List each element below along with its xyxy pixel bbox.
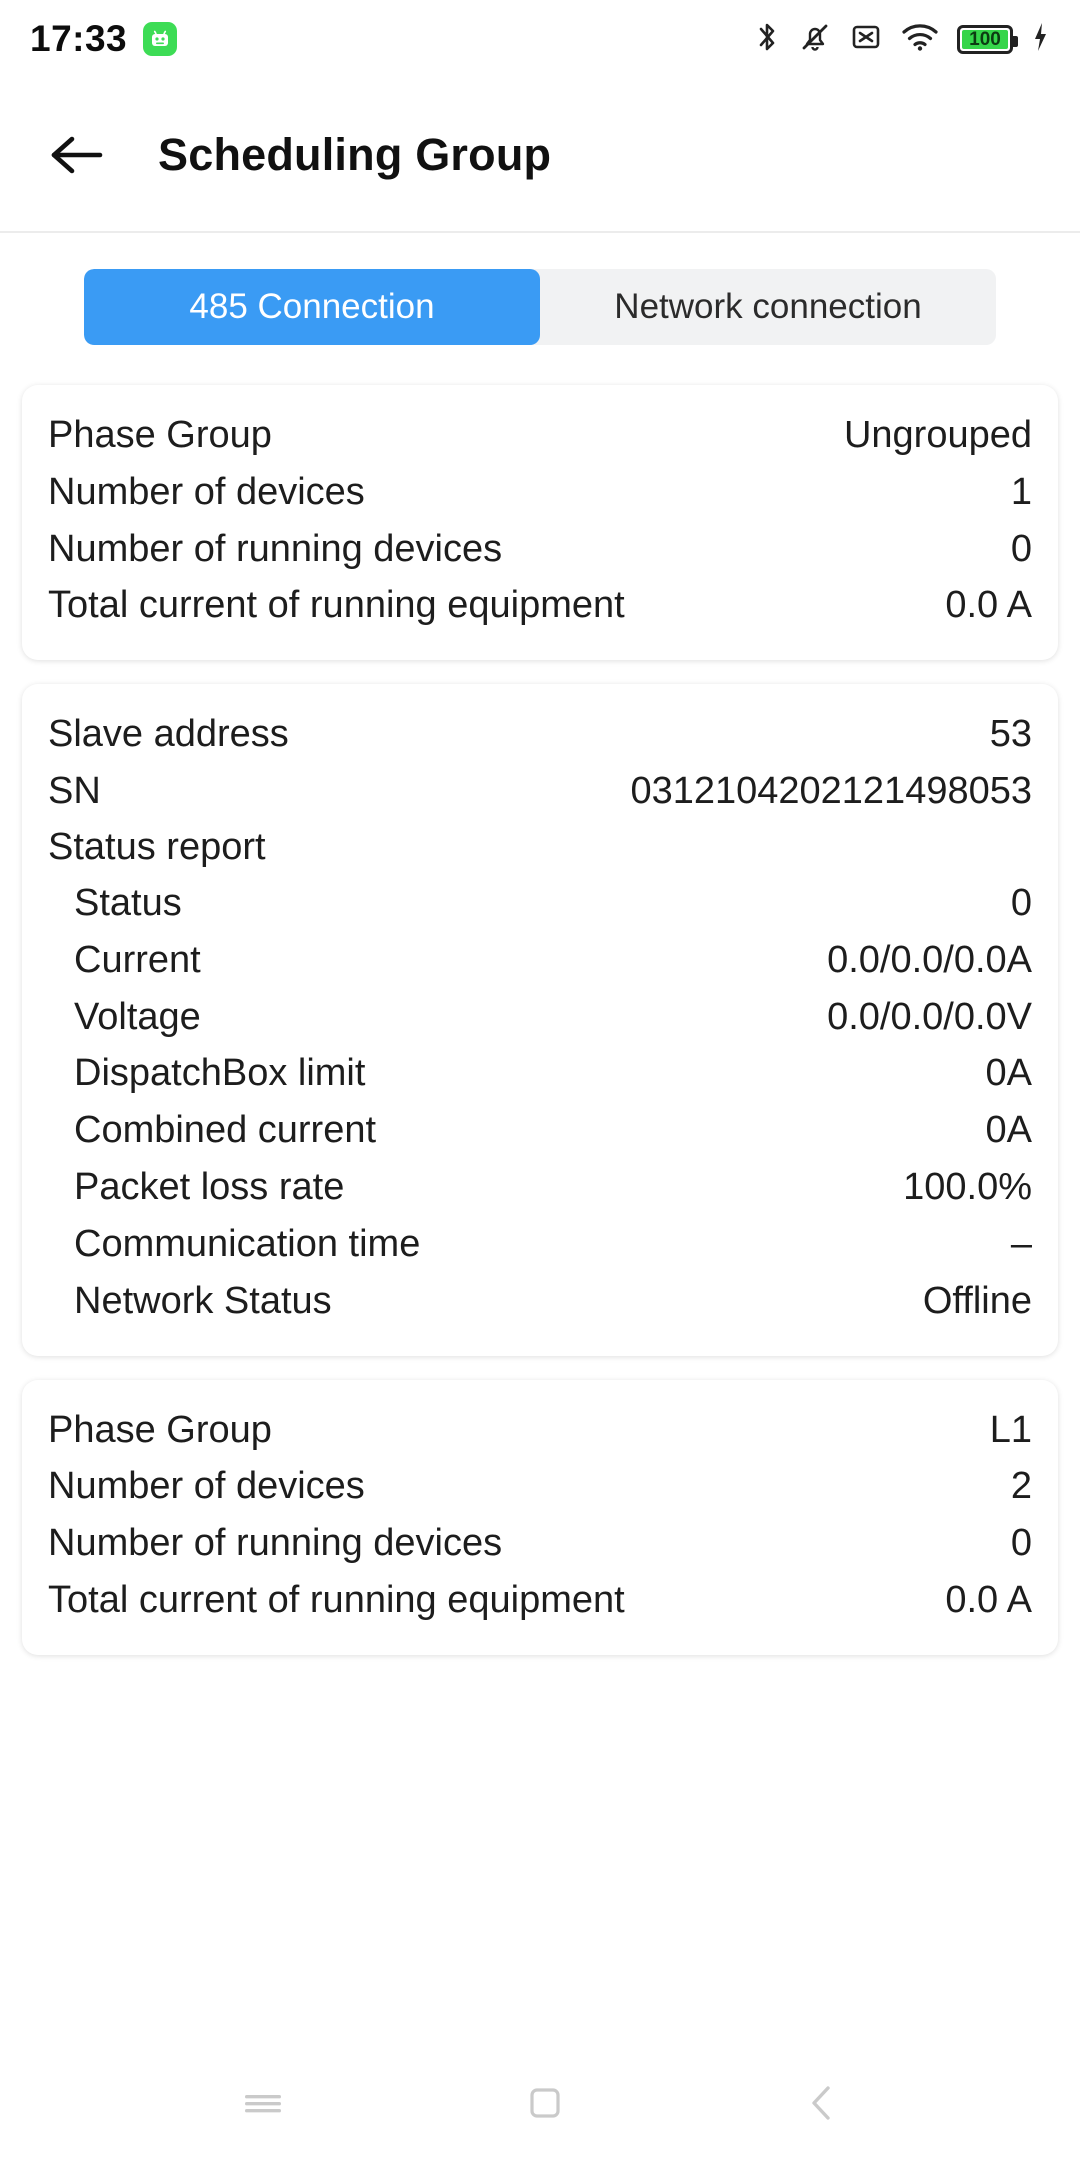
recents-icon[interactable] bbox=[240, 2086, 286, 2125]
row-value: 0.0 A bbox=[945, 1579, 1032, 1622]
row-value: L1 bbox=[989, 1408, 1032, 1451]
row-key: Number of running devices bbox=[48, 1522, 503, 1565]
notifications-muted-icon bbox=[798, 20, 832, 59]
row-key: Number of running devices bbox=[48, 527, 503, 570]
row-key: Phase Group bbox=[48, 1408, 272, 1451]
table-row bbox=[48, 763, 1032, 820]
status-icon-group bbox=[753, 20, 1050, 59]
back-nav-icon[interactable] bbox=[804, 2081, 840, 2130]
sms-blocked-icon bbox=[849, 21, 883, 58]
row-key: Number of devices bbox=[48, 1465, 365, 1508]
row-value: 0 bbox=[1010, 881, 1032, 924]
table-row bbox=[48, 464, 1032, 521]
row-key: Status bbox=[74, 881, 182, 924]
row-key: Total current of running equipment bbox=[48, 584, 625, 627]
table-row bbox=[48, 1045, 1032, 1102]
wifi-icon bbox=[900, 21, 940, 58]
table-row bbox=[48, 706, 1032, 763]
table-row bbox=[48, 989, 1032, 1046]
table-row bbox=[48, 1216, 1032, 1273]
table-row bbox=[48, 407, 1032, 464]
table-row bbox=[48, 932, 1032, 989]
row-key: Packet loss rate bbox=[74, 1166, 345, 1209]
table-row bbox=[48, 1572, 1032, 1629]
row-key: SN bbox=[48, 770, 101, 813]
row-value: 0A bbox=[985, 1109, 1032, 1152]
row-value: 100.0% bbox=[903, 1166, 1032, 1209]
row-value: Ungrouped bbox=[843, 414, 1032, 456]
row-key: Phase Group bbox=[48, 414, 272, 456]
row-value: 0.0 A bbox=[945, 584, 1032, 627]
row-key: Total current of running equipment bbox=[48, 1579, 625, 1622]
row-key: Slave address bbox=[48, 713, 289, 756]
row-key: DispatchBox limit bbox=[74, 1052, 366, 1095]
table-row bbox=[48, 1402, 1032, 1459]
row-value: 0A bbox=[985, 1052, 1032, 1095]
connection-type-tabs bbox=[84, 269, 996, 345]
row-value: 53 bbox=[989, 713, 1032, 756]
content-area bbox=[0, 233, 1080, 2050]
row-key: Voltage bbox=[74, 995, 201, 1038]
bluetooth-icon bbox=[753, 20, 781, 59]
table-row bbox=[48, 1515, 1032, 1572]
table-row bbox=[48, 1159, 1032, 1216]
status-bar bbox=[0, 0, 1080, 78]
row-value: 2 bbox=[1010, 1465, 1032, 1508]
app-bar bbox=[0, 78, 1080, 233]
row-value: – bbox=[1010, 1222, 1032, 1265]
status-clock: 17:33 bbox=[30, 18, 128, 59]
app-badge-icon bbox=[143, 22, 177, 56]
row-value: 1 bbox=[1010, 470, 1032, 513]
row-value: 0 bbox=[1010, 1522, 1032, 1565]
page-title: Scheduling Group bbox=[158, 128, 552, 180]
table-row bbox=[48, 1458, 1032, 1515]
row-value: 0 bbox=[1010, 527, 1032, 570]
row-key: Communication time bbox=[74, 1222, 421, 1265]
battery-level: 100 bbox=[969, 28, 1001, 50]
table-row bbox=[48, 1273, 1032, 1330]
row-key: Combined current bbox=[74, 1109, 377, 1152]
table-row bbox=[48, 521, 1032, 578]
row-value: 0.0/0.0/0.0V bbox=[827, 995, 1032, 1038]
tab-485-connection[interactable]: 485 Connection bbox=[84, 269, 540, 345]
row-value: 0312104202121498053 bbox=[630, 770, 1032, 813]
row-key: Network Status bbox=[74, 1279, 332, 1322]
charging-bolt-icon bbox=[1030, 20, 1050, 59]
table-row bbox=[48, 1102, 1032, 1159]
device-detail-card bbox=[22, 684, 1058, 1355]
back-arrow-icon[interactable] bbox=[44, 122, 110, 188]
battery-icon bbox=[957, 25, 1013, 54]
home-icon[interactable] bbox=[525, 2083, 565, 2128]
phase-group-card-l1 bbox=[22, 1380, 1058, 1655]
row-value: 0.0/0.0/0.0A bbox=[827, 938, 1032, 981]
tab-network-connection[interactable]: Network connection bbox=[614, 287, 922, 326]
phase-group-card-ungrouped bbox=[22, 385, 1058, 660]
row-value: Offline bbox=[922, 1279, 1032, 1322]
row-key: Number of devices bbox=[48, 470, 365, 513]
row-key: Current bbox=[74, 938, 201, 981]
system-nav-bar bbox=[0, 2050, 1080, 2160]
table-row bbox=[48, 577, 1032, 634]
status-report-label: Status report bbox=[48, 825, 266, 868]
table-row bbox=[48, 875, 1032, 932]
